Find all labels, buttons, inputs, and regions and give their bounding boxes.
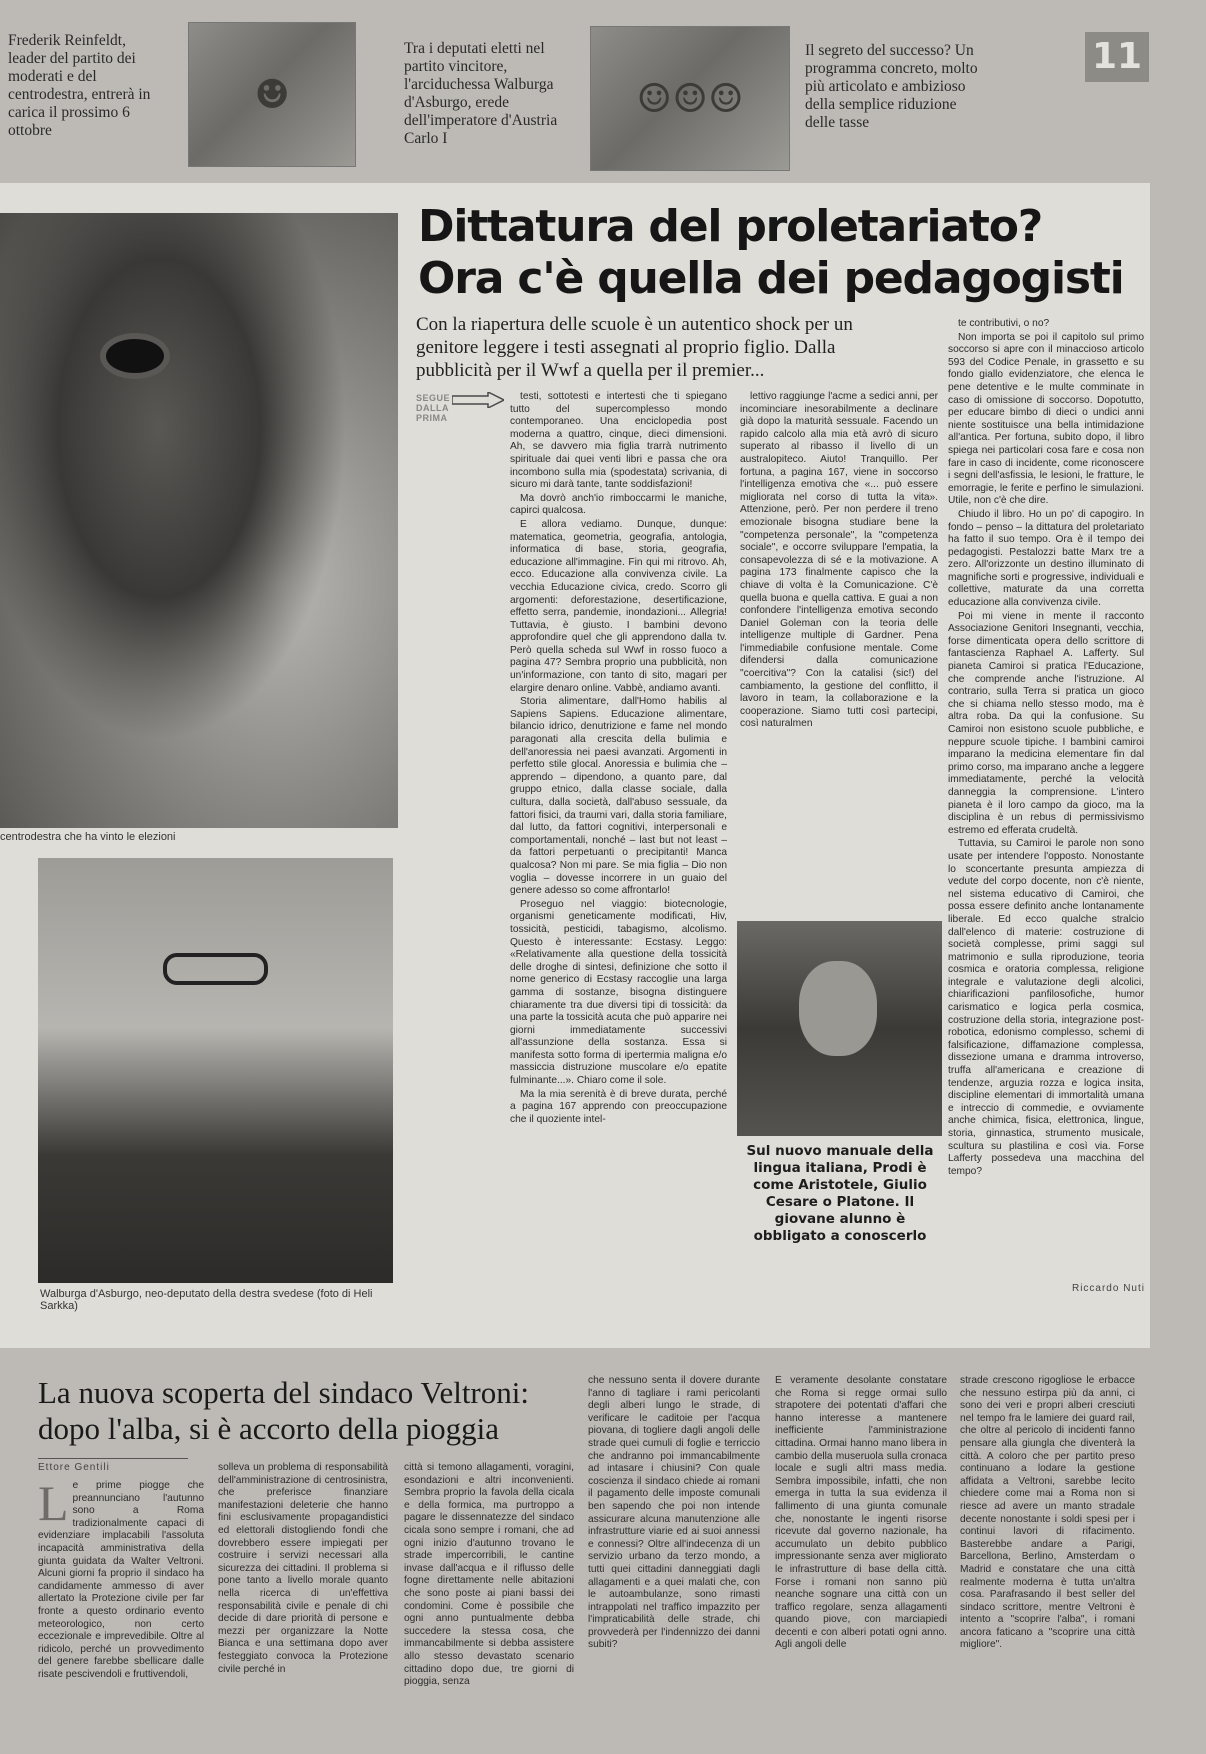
bottom-col3: città si temono allagamenti, voragini, esondazioni e altri inconvenienti. Sembra proprio la favola della cicala e della formica, ma purtroppo a pagare le dissennatezze del sindaco cicala sono sempre i romani, che ad ogni inizio d'autunno trovano le strade impercorribili, le cantine invase dall'acqua e il riflusso delle fogne direttamente nelle abitazioni che sono poste ai piani bassi dei condomini. Come è possibile che ogni anno puntualmente debba succedere la stessa cosa, che immancabilmente si debba assistere allo stesso devastato scenario cittadino dopo due, tre giorni di pioggia, senza: [404, 1462, 574, 1688]
top-strip-item2-text: Tra i deputati eletti nel partito vincitore, l'arciduchessa Walburga d'Asburgo, erede dell'imperatore d'Austria Carlo I: [404, 40, 558, 147]
main-headline-line1: Dittatura del proletariato?: [418, 201, 1043, 252]
main-body-col3: [948, 318, 1144, 1276]
bottom-byline: Ettore Gentili: [38, 1462, 110, 1473]
party-group-photo: [590, 26, 790, 171]
col2-para: lettivo raggiunge l'acme a sedici anni, per incominciare inesorabilmente a declinare già dopo la maturità sessuale. Facendo un rapido calcolo alla mia età avrò di sicuro superato al ribasso il livello di un australopiteco. Aiuto! Tranquillo. Per fortuna, a pagina 167, viene in soccorso l'intelligenza emotiva che «... può essere migliorata nel corso di tutta la vita». Attenzione, però. Per non perdere il treno emozionale bisogna studiare bene la "competenza personale", la "competenza sociale", e occorre sviluppare l'empatia, la consapevolezza di sé e la motivazione. A pagina 173 finalmente capisco che la chiave di volta è la Comunicazione. C'è quella buona e quella cattiva. E guai a non confondere l'intelligenza emotiva secondo Daniel Goleman con la teoria delle intelligenze multiple di Gardner. Pena l'immediabile confusione mentale. Come difendersi dalla comunicazione "coercitiva"? Con la catalisi (sic!) del cambiamento, la gestione del conflitto, il lavoro in team, la collaborazione e la cooperazione. Siamo tutti così partecipi, così naturalmen: [740, 391, 938, 730]
col1-para: testi, sottotesti e intertesti che ti spiegano tutto del supercomplesso mondo contemporaneo. Una enciclopedia post moderna a quattro, cinque, dieci dimensioni. Ah, se davvero mia figlia trarrà nutrimento spirituale dai quei venti libri e passa che ora incombono sulla mia (spodestata) scrivania, di sicuro mi darà tante, tante soddisfazioni!: [510, 391, 727, 491]
col1-para: Ma dovrò anch'io rimboccarmi le maniche, capirci qualcosa.: [510, 492, 727, 517]
dropcap: L: [38, 1480, 69, 1531]
page-number: 11: [1085, 32, 1149, 82]
reinfeldt-portrait-photo: [0, 213, 398, 828]
woman-photo-caption: Walburga d'Asburgo, neo-deputato della destra svedese (foto di Heli Sarkka): [40, 1288, 373, 1312]
portrait-eye: [100, 333, 170, 379]
main-article-panel: [0, 183, 1150, 1348]
bottom-col6: strade crescono rigogliose le erbacce che nessuno estirpa più da anni, ci sono dei veri e propri alberi cresciuti nel tempo fra le lamiere dei guard rail, che oltre al pericolo di incidenti fanno pensare alla giungla che diventerà la città. A coloro che per partito preso continuano a lodare la gestione affidata a Veltroni, sarebbe lecito chiedere come mai a Roma non si riesce ad avere un manto stradale decente nonostante i soldi spesi per i continui lavori di rifacimento. Basterebbe andare a Parigi, Barcellona, Berlino, Amsterdam o Madrid e constatare che una città realmente moderna è tutta un'altra cosa. Parafrasando il best seller del sindaco scrittore, mentre Veltroni è intento a "scoprire l'alba", i romani ancora faticano a "scoprire una città migliore".: [960, 1375, 1135, 1651]
col3-para: Non importa se poi il capitolo sul primo soccorso si apre con il minaccioso articolo 593 del Codice Penale, in grassetto e su fondo giallo evidenziatore, che elenca le pene detentive e le multe comminate in caso di omissione di soccorso. Dopotutto, per educare bimbo di dieci o undici anni niente sostituisce una bella intimidazione all'antica. Per fortuna, subito dopo, il libro spiega nei particolari cosa fare e cosa non fare in caso di incidente, come riconoscere i segni dell'asfissia, le lesioni, le fratture, le emorragie, le ferite e perfino le simulazioni. Utile, non c'è che dire.: [948, 331, 1144, 507]
col3-para: te contributivi, o no?: [958, 318, 1050, 329]
bottom-col2: solleva un problema di responsabilità dell'amministrazione di centrosinistra, che preferisce finanziare manifestazioni deleterie che hanno fini esclusivamente propagandistici ed elettorali distogliendo fondi che dovrebbero essere impiegati per costruire i servizi necessari alla sicurezza dei cittadini. Il problema si pone tanto a livello morale quanto nella ricerca di un'effettiva responsabilità civile e penale di chi decide di dare priorità di persone e mezzi per organizzare la Notte Bianca e una settimana dopo aver festeggiato convoca la Protezione civile perché in: [218, 1462, 388, 1675]
col3-para: Poi mi viene in mente il racconto Associazione Genitori Insegnanti, vecchia, forse dimenticata opera dello scrittore di fantascienza Raphael A. Lafferty. Sul pianeta Camiroi si pratica l'Educazione, che comprende anche l'istruzione. Al contrario, sulla Terra si pratica un gioco che si chiama nello stesso modo, ma è altra roba. Da qui la confusione. Su Camiroi non esistono scuole pubbliche, e neppure scuole tipiche. I bambini camiroi imparano la medicina elementare fin dal primo corso, ma imparano anche a leggere immediatamente, perché la velocità danneggia la comprensione. L'intero pianeta è il loro campo da gioco, ma la disciplina è un rebus di permissivismo estremo ed efferata crudeltà.: [948, 610, 1144, 836]
face-shape: [799, 961, 877, 1056]
glasses-icon: [163, 953, 268, 985]
col1-para: Proseguo nel viaggio: biotecnologie, organismi geneticamente modificati, Hiv, tossicità, pesticidi, tabagismo, alcolismo. Questo è interessante: Ecstasy. Leggo: «Relativamente alla questione della tossicità delle droghe di sintesi, definizione che sotto il nome generico di Ecstasy raccoglie una larga gamma di sostanze, bisogna distinguere chiaramente tra due diversi tipi di tossicità: da una parte la tossicità acuta che può apparire nei giorni immediatamente successivi all'assunzione della sostanza. Essa si manifesta sotto forma di ipertermia maligna e/o massiccia distruzione muscolare e/o epatite fulminante...». Chiaro come il sole.: [510, 898, 727, 1087]
reinfeldt-photo: [188, 22, 356, 167]
col1-para: Ma la mia serenità è di breve durata, perché a pagina 167 apprendo con preoccupazione che il quoziente intel-: [510, 1088, 727, 1125]
main-body-col2: [740, 391, 938, 811]
bottom-title-line1: La nuova scoperta del sindaco Veltroni:: [38, 1375, 529, 1410]
col3-para: Chiudo il libro. Ho un po' di capogiro. In fondo – penso – la dittatura del proletariato ha fatto il suo tempo. Ora è il tempo dei pedagogisti. Pestalozzi batte Marx tre a zero. All'orizzonte un destino illuminato di magnifiche sorti e progressive, individuali e collettive, maturate da una corretta educazione alla convivenza civile.: [948, 508, 1144, 609]
big-photo-caption: centrodestra che ha vinto le elezioni: [0, 831, 176, 843]
top-strip-item3-text: Il segreto del successo? Un programma concreto, molto più articolato e ambizioso della semplice riduzione delle tasse: [805, 42, 978, 131]
bottom-col5: È veramente desolante constatare che Roma si regge ormai sullo strapotere dei potentati d'affari che hanno interesse a mantenere inefficiente l'amministrazione cittadina. Ormai hanno mano libera in cambio della museruola sulla cronaca locale e sugli altri mass media. Sembra impossibile, infatti, che non emerga in tutta la sua evidenza il fallimento di una giunta comunale che, nonostante le ingenti risorse ricevute dal governo nazionale, ha accumulato un debito pubblico impressionante senza aver migliorato le infrastrutture di base della città. Forse i romani non sanno più neanche sognare una città con un traffico regolare, senza allagamenti quando piove, con marciapiedi decenti e con alberi potati ogni anno. Agli angoli delle: [775, 1375, 947, 1651]
main-body-col1: [510, 391, 727, 1279]
bottom-col4: che nessuno senta il dovere durante l'anno di tagliare i rami pericolanti degli alberi lungo le strade, di verificare le caditoie per l'acqua piovana, di togliere dagli angoli delle strade quei cumuli di foglie e terriccio che andranno poi immancabilmente ad intasare i chiusini? Con quale coscienza il sindaco chiede ai romani il pagamento delle imposte comunali ben sapendo che poi non intende assicurare alcuna manutenzione alle infrastrutture viarie ed ai suoi annessi e connessi? Oltre all'indecenza di un servizio urbano da terzo mondo, a tutti quei cittadini danneggiati dagli allagamenti e a quei malati che, con le autoambulanze, sono rimasti intrappolati nel traffico impazzito per l'impraticabilità delle strade, chi provvederà per l'indennizzo dei danni subiti?: [588, 1375, 760, 1651]
walburga-photo: [38, 858, 393, 1283]
bottom-title-line2: dopo l'alba, si è accorto della pioggia: [38, 1411, 499, 1446]
prodi-photo: [737, 921, 942, 1136]
top-strip-item1-text: Frederik Reinfeldt, leader del partito dei moderati e del centrodestra, entrerà in carica il prossimo 6 ottobre: [8, 32, 151, 139]
continued-label-text: SEGUE DALLA PRIMA: [416, 393, 451, 423]
arrow-right-icon: [452, 392, 504, 408]
main-headline-line2: Ora c'è quella dei pedagogisti: [418, 253, 1124, 304]
pullquote: Sul nuovo manuale della lingua italiana, Prodi è come Aristotele, Giulio Cesare o Platone. Il giovane alunno è obbligato a conoscerlo: [746, 1143, 934, 1244]
bottom-col1: [38, 1480, 204, 1742]
bottom-col1-text: e prime piogge che preannunciano l'autunno sono a Roma tradizionalmente capaci di evidenziare implacabili l'assoluta incapacità amministrativa della giunta guidata da Walter Veltroni. Alcuni giorni fa proprio il sindaco ha candidamente ammesso di aver allertato la Protezione civile per far fronte a questo ordinario evento meteorologico, non certo eccezionale e imprevedibile. Oltre al ridicolo, perché un provvedimento del genere farebbe sbellicare dalle risate pescivendoli e fruttivendoli,: [38, 1480, 204, 1680]
main-deck: Con la riapertura delle scuole è un autentico shock per un genitore leggere i testi assegnati al proprio figlio. Dalla pubblicità per il Wwf a quella per il premier...: [416, 314, 853, 381]
main-byline: Riccardo Nuti: [1071, 1283, 1145, 1294]
col1-para: Storia alimentare, dall'Homo habilis al Sapiens Sapiens. Educazione alimentare, bilancio idrico, denutrizione e fame nel mondo paragonati alla crescita della bulimia e dell'anoressia nei paesi avanzati. Argomenti in perfetto stile glocal. Anoressia e bulimia che – apprendo – dipendono, a quanto pare, dal gruppo etnico, dalla classe sociale, dalla cultura, dalla società, dall'abuso sessuale, da fattori fisici, da traumi vari, dalla storia familiare, dal lutto, da fattori cognitivi, interpersonali e comportamentali, nonché – last but not least – da fattori perpetuanti o precipitanti! Manca qualcosa? Non mi pare. Se mia figlia – Dio non voglia – dovesse incorrere in un guaio del genere adesso so come affrontarlo!: [510, 696, 727, 897]
col3-para: Tuttavia, su Camiroi le parole non sono usate per intendere l'opposto. Nonostante lo sconcertante presunta ampiezza di vedute del corpo docente, non c'è niente, nel sistema educativo di Camiroi, che possa essere definito anche lontanamente liberale. Ed ecco qualche stralcio dall'elenco di materie: costruzione di società complesse, primi saggi sul matrimonio e sulla riproduzione, teoria cosmica e oratoria complessa, religione integrale e valutazione degli alcolici, chiarificazioni panfilosofiche, humor carismatico e logica perla cosmica, costruzione della storia, integrazione post-robotica, edonismo complesso, schemi di falsificazione, diffamazione complessa, dissezione umana e dramma introverso, truffa all'americana e creazione di tendenze, arguzia rozza e logica insita, discipline elementari di immortalità umana e intreccio di commedie, e ovviamente anche chimica, fisica, elettronica, lingue, storia, ginnastica, strumento musicale, scultura su plastilina e così via. Forse Lafferty possedeva una macchina del tempo?: [948, 838, 1144, 1177]
portrait-icon: ☻: [254, 71, 290, 118]
col1-para: E allora vediamo. Dunque, dunque: matematica, geometria, geografia, antologia, informatica di base, storia, geografia, educazione all'immagine. Fin qui mi ritrovo. Ah, ecco. Educazione alla convivenza civile. La vecchia Educazione civica, credo. Scorro gli argomenti: deforestazione, desertificazione, effetto serra, pandemie, inondazioni... Allegria! Tuttavia, è giusto. I bambini devono approfondire quel che gli apprendono dalla tv. Però quella scheda sul Wwf in rosso fuoco a pagina 47? Sembra proprio una pubblicità, non un'informazione, con tanto di sito, magari per elargire denaro online. Vabbè, andiamo avanti.: [510, 518, 727, 694]
group-icon: ☺☺☺: [636, 75, 744, 122]
byline-rule: [38, 1458, 188, 1459]
